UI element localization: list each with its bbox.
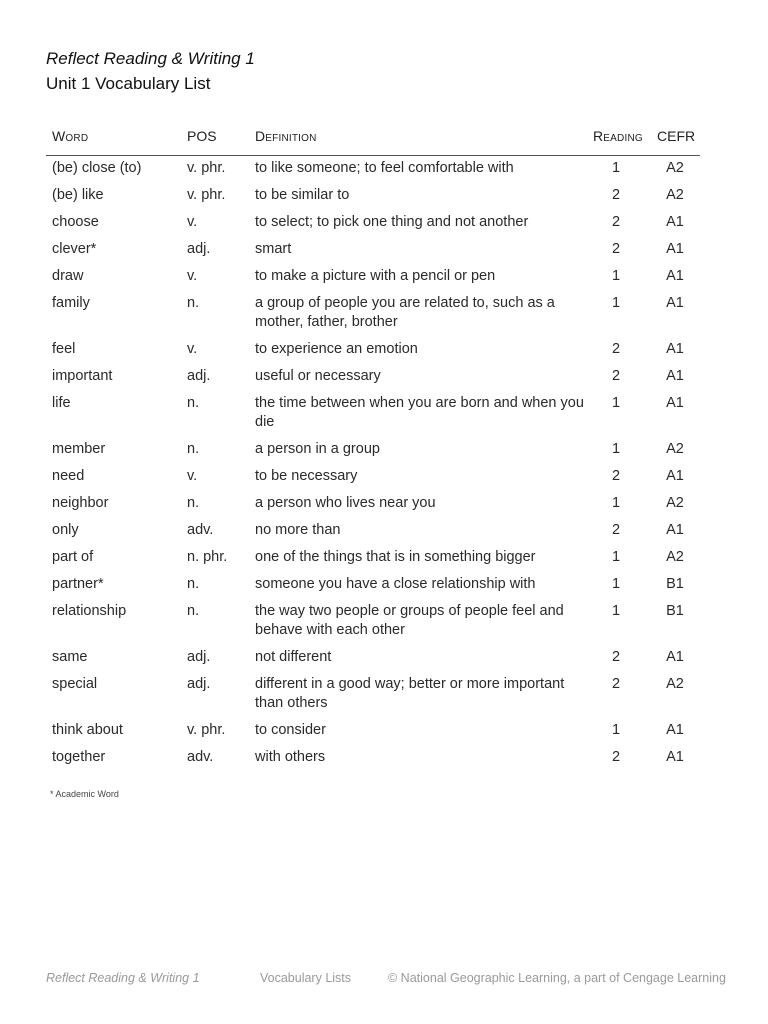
cefr-cell: A2 xyxy=(666,187,684,203)
table-row xyxy=(46,391,700,437)
pos-cell: v. xyxy=(187,214,198,230)
table-row xyxy=(46,337,700,364)
footnote: * Academic Word xyxy=(50,789,119,799)
pos-cell: n. xyxy=(187,441,200,457)
pos-cell: adv. xyxy=(187,749,214,765)
reading-cell: 1 xyxy=(611,495,621,511)
pos-cell: v. phr. xyxy=(187,722,226,738)
cefr-cell: A1 xyxy=(666,468,684,484)
word-cell: part of xyxy=(52,549,94,565)
pos-cell: n. xyxy=(187,576,200,592)
word-cell: family xyxy=(52,295,90,311)
cefr-cell: A1 xyxy=(666,295,684,311)
cefr-cell: A1 xyxy=(666,268,684,284)
definition-cell: a group of people you are related to, such as a mother, father, brother xyxy=(255,295,555,330)
reading-cell: 2 xyxy=(611,749,621,765)
word-cell: (be) close (to) xyxy=(52,160,142,176)
reading-cell: 2 xyxy=(611,368,621,384)
cefr-cell: A1 xyxy=(666,341,684,357)
column-header-cefr: CEFR xyxy=(657,128,696,144)
cefr-cell: B1 xyxy=(666,576,684,592)
definition-cell: one of the things that is in something bigger xyxy=(255,549,536,565)
reading-cell: 2 xyxy=(611,522,621,538)
word-cell: life xyxy=(52,395,71,411)
cefr-cell: A1 xyxy=(666,522,684,538)
definition-cell: smart xyxy=(255,241,292,257)
definition-cell: with others xyxy=(255,749,326,765)
pos-cell: adj. xyxy=(187,368,211,384)
word-cell: member xyxy=(52,441,106,457)
word-cell: important xyxy=(52,368,113,384)
table-row xyxy=(46,645,700,672)
table-row xyxy=(46,599,700,645)
reading-cell: 1 xyxy=(611,441,621,457)
cefr-cell: A2 xyxy=(666,549,684,565)
reading-cell: 2 xyxy=(611,241,621,257)
reading-cell: 2 xyxy=(611,676,621,692)
reading-cell: 1 xyxy=(611,295,621,311)
table-row xyxy=(46,718,700,745)
word-cell: choose xyxy=(52,214,99,230)
pos-cell: n. xyxy=(187,395,200,411)
reading-cell: 2 xyxy=(611,468,621,484)
definition-cell: to be necessary xyxy=(255,468,358,484)
cefr-cell: A1 xyxy=(666,649,684,665)
vocabulary-table xyxy=(46,124,700,772)
pos-cell: v. xyxy=(187,268,198,284)
word-cell: clever* xyxy=(52,241,97,257)
reading-cell: 1 xyxy=(611,268,621,284)
word-cell: relationship xyxy=(52,603,127,619)
column-header-definition: Definition xyxy=(255,128,317,144)
definition-cell: the way two people or groups of people feel and behave with each other xyxy=(255,603,564,638)
word-cell: special xyxy=(52,676,98,692)
reading-cell: 1 xyxy=(611,603,621,619)
table-row xyxy=(46,745,700,772)
table-row xyxy=(46,291,700,337)
definition-cell: to be similar to xyxy=(255,187,350,203)
document-subtitle: Unit 1 Vocabulary List xyxy=(46,74,211,93)
reading-cell: 1 xyxy=(611,576,621,592)
word-cell: together xyxy=(52,749,106,765)
column-header-reading: Reading xyxy=(593,128,643,144)
definition-cell: a person who lives near you xyxy=(255,495,436,511)
table-row xyxy=(46,464,700,491)
table-row xyxy=(46,572,700,599)
pos-cell: n. xyxy=(187,603,200,619)
pos-cell: n. xyxy=(187,295,200,311)
reading-cell: 1 xyxy=(611,549,621,565)
table-row xyxy=(46,437,700,464)
word-cell: draw xyxy=(52,268,84,284)
column-header-word: Word xyxy=(52,128,89,144)
reading-cell: 2 xyxy=(611,214,621,230)
table-row xyxy=(46,364,700,391)
pos-cell: v. xyxy=(187,341,198,357)
cefr-cell: A1 xyxy=(666,241,684,257)
definition-cell: the time between when you are born and when you die xyxy=(255,395,584,430)
definition-cell: someone you have a close relationship with xyxy=(255,576,536,592)
table-row xyxy=(46,264,700,291)
word-cell: need xyxy=(52,468,85,484)
cefr-cell: A1 xyxy=(666,214,684,230)
pos-cell: v. phr. xyxy=(187,160,226,176)
table-row xyxy=(46,545,700,572)
word-cell: think about xyxy=(52,722,123,738)
definition-cell: a person in a group xyxy=(255,441,380,457)
definition-cell: to like someone; to feel comfortable with xyxy=(255,160,514,176)
reading-cell: 1 xyxy=(611,722,621,738)
pos-cell: v. xyxy=(187,468,198,484)
table-header xyxy=(46,124,700,156)
word-cell: feel xyxy=(52,341,76,357)
cefr-cell: A2 xyxy=(666,160,684,176)
reading-cell: 2 xyxy=(611,187,621,203)
table-row xyxy=(46,491,700,518)
word-cell: neighbor xyxy=(52,495,109,511)
definition-cell: different in a good way; better or more important than others xyxy=(255,676,565,711)
reading-cell: 2 xyxy=(611,341,621,357)
table-row xyxy=(46,183,700,210)
table-row xyxy=(46,210,700,237)
pos-cell: adj. xyxy=(187,241,211,257)
cefr-cell: B1 xyxy=(666,603,684,619)
pos-cell: adj. xyxy=(187,649,211,665)
cefr-cell: A2 xyxy=(666,441,684,457)
word-cell: partner* xyxy=(52,576,104,592)
pos-cell: adv. xyxy=(187,522,214,538)
cefr-cell: A1 xyxy=(666,749,684,765)
reading-cell: 1 xyxy=(611,160,621,176)
column-header-pos: POS xyxy=(187,128,217,144)
table-row xyxy=(46,518,700,545)
cefr-cell: A2 xyxy=(666,676,684,692)
footer-copyright: © National Geographic Learning, a part of Cengage Learning xyxy=(388,971,726,985)
reading-cell: 1 xyxy=(611,395,621,411)
definition-cell: useful or necessary xyxy=(255,368,381,384)
word-cell: same xyxy=(52,649,88,665)
footer-book-title: Reflect Reading & Writing 1 xyxy=(46,971,200,985)
definition-cell: to experience an emotion xyxy=(255,341,418,357)
definition-cell: to select; to pick one thing and not another xyxy=(255,214,529,230)
table-row xyxy=(46,237,700,264)
pos-cell: v. phr. xyxy=(187,187,226,203)
document-title: Reflect Reading & Writing 1 xyxy=(46,49,255,68)
definition-cell: not different xyxy=(255,649,332,665)
pos-cell: n. phr. xyxy=(187,549,228,565)
table-row xyxy=(46,156,700,183)
pos-cell: adj. xyxy=(187,676,211,692)
reading-cell: 2 xyxy=(611,649,621,665)
cefr-cell: A1 xyxy=(666,368,684,384)
table-row xyxy=(46,672,700,718)
cefr-cell: A2 xyxy=(666,495,684,511)
definition-cell: to consider xyxy=(255,722,326,738)
footer-section: Vocabulary Lists xyxy=(260,971,352,985)
cefr-cell: A1 xyxy=(666,722,684,738)
word-cell: (be) like xyxy=(52,187,104,203)
cefr-cell: A1 xyxy=(666,395,684,411)
definition-cell: no more than xyxy=(255,522,341,538)
definition-cell: to make a picture with a pencil or pen xyxy=(255,268,496,284)
word-cell: only xyxy=(52,522,79,538)
pos-cell: n. xyxy=(187,495,200,511)
